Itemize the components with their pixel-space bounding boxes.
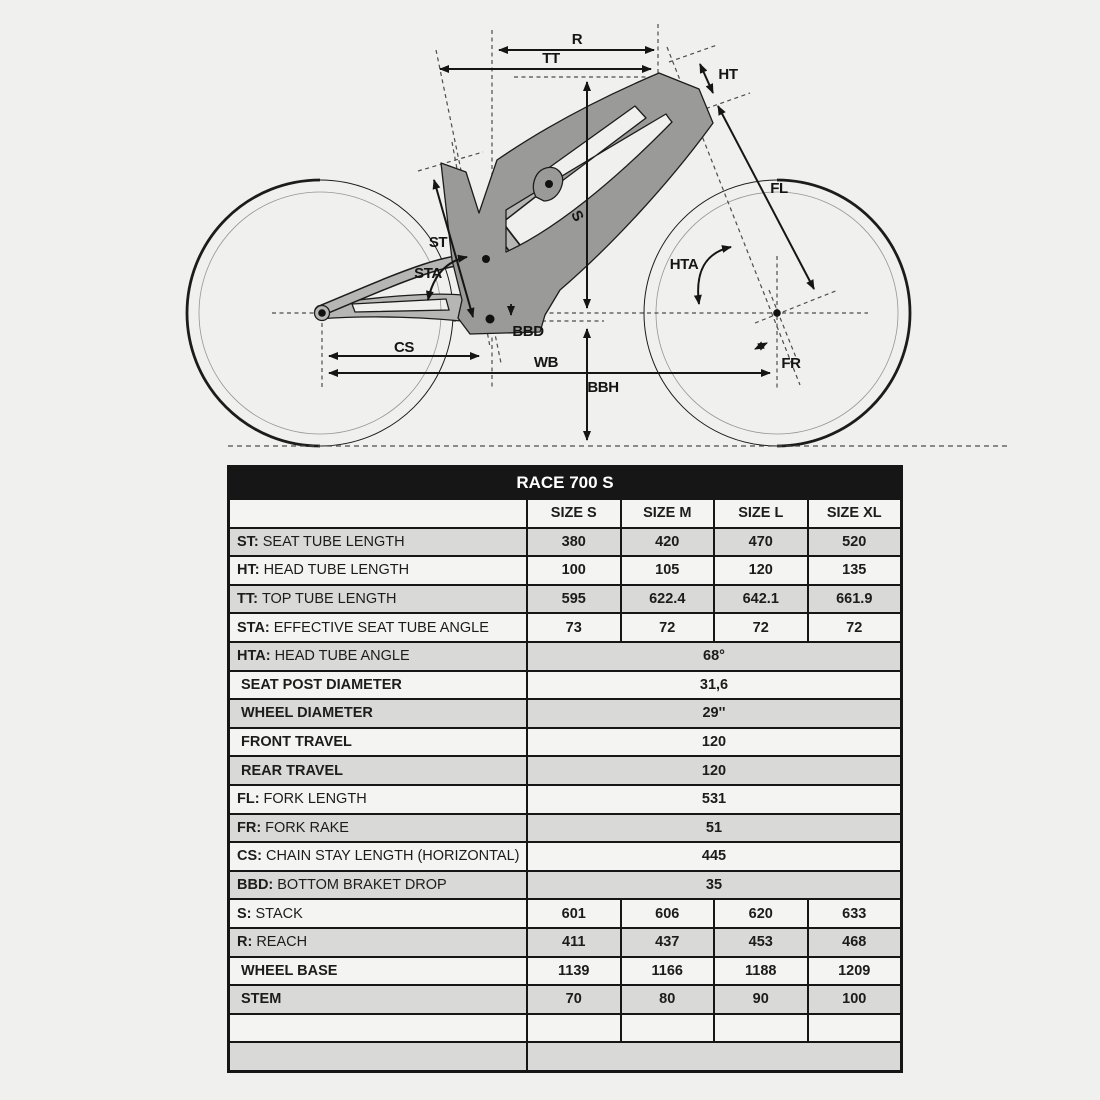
size-value: 420	[622, 529, 714, 556]
shared-size-value: 29''	[528, 700, 900, 727]
label-head-tube: HT	[718, 66, 738, 83]
row-label-text: TOP TUBE LENGTH	[261, 591, 397, 608]
row-label-prefix: FL:	[237, 791, 260, 808]
table-row	[230, 786, 900, 813]
row-label	[230, 986, 526, 1013]
row-label-text: SEAT POST DIAMETER	[241, 676, 402, 693]
row-label	[230, 1015, 526, 1042]
row-label-text: CHAIN STAY LENGTH (HORIZONTAL)	[265, 848, 520, 865]
row-label	[230, 786, 526, 813]
row-label-text: FORK LENGTH	[263, 791, 367, 808]
rocker-pivot-dot	[545, 180, 553, 188]
table-row	[230, 586, 900, 613]
row-label-text: SEAT TUBE LENGTH	[262, 533, 405, 550]
shared-size-value: 35	[528, 872, 900, 899]
label-stack: S	[567, 207, 587, 225]
size-value	[809, 1015, 901, 1042]
size-value: 90	[715, 986, 807, 1013]
row-label	[230, 700, 526, 727]
size-value: 1139	[528, 958, 620, 985]
row-label-text: FORK RAKE	[265, 819, 349, 836]
size-value: 453	[715, 929, 807, 956]
row-label	[230, 586, 526, 613]
size-value: 80	[622, 986, 714, 1013]
size-value: 595	[528, 586, 620, 613]
row-label-text: HEAD TUBE LENGTH	[263, 562, 410, 579]
label-fork-length: FL	[770, 180, 788, 197]
label-top-tube: TT	[542, 50, 560, 67]
table-row	[230, 872, 900, 899]
size-value: 437	[622, 929, 714, 956]
size-value: 633	[809, 900, 901, 927]
table-row	[230, 557, 900, 584]
row-label-prefix: HTA:	[237, 648, 271, 665]
row-label-prefix: BBD:	[237, 877, 274, 894]
rear-axle-dot	[318, 309, 326, 317]
row-label	[230, 1043, 526, 1070]
size-value: 622.4	[622, 586, 714, 613]
row-label	[230, 729, 526, 756]
row-label-prefix: HT:	[237, 562, 260, 579]
table-row	[230, 1043, 900, 1070]
size-value: 1188	[715, 958, 807, 985]
row-label-text: HEAD TUBE ANGLE	[274, 648, 410, 665]
table-row	[230, 729, 900, 756]
row-label-prefix: TT:	[237, 591, 258, 608]
table-row	[230, 843, 900, 870]
size-value	[622, 1015, 714, 1042]
label-reach: R	[571, 31, 583, 48]
size-header-row	[230, 500, 900, 527]
table-row	[230, 643, 900, 670]
size-value: 72	[622, 614, 714, 641]
row-label	[230, 614, 526, 641]
row-label	[230, 672, 526, 699]
front-axle-dot	[773, 309, 781, 317]
table-row	[230, 757, 900, 784]
size-value: 105	[622, 557, 714, 584]
size-value: 1209	[809, 958, 901, 985]
row-label	[230, 643, 526, 670]
size-value: 520	[809, 529, 901, 556]
row-label	[230, 929, 526, 956]
label-chain-stay: CS	[393, 339, 415, 356]
size-value: 135	[809, 557, 901, 584]
row-label	[230, 843, 526, 870]
size-value: 468	[809, 929, 901, 956]
size-value: 73	[528, 614, 620, 641]
table-row	[230, 986, 900, 1013]
row-label-text: STEM	[241, 991, 282, 1008]
row-label-prefix: ST:	[237, 533, 259, 550]
shared-size-value: 31,6	[528, 672, 900, 699]
corner-cell	[230, 500, 526, 527]
size-header-s: SIZE S	[528, 500, 620, 527]
size-value: 72	[715, 614, 807, 641]
table-row	[230, 929, 900, 956]
size-value: 380	[528, 529, 620, 556]
shared-size-value: 51	[528, 815, 900, 842]
row-label-prefix: FR:	[237, 819, 262, 836]
size-value: 100	[809, 986, 901, 1013]
row-label-text: REAR TRAVEL	[241, 762, 344, 779]
row-label	[230, 872, 526, 899]
size-value: 70	[528, 986, 620, 1013]
table-row	[230, 614, 900, 641]
table-row	[230, 1015, 900, 1042]
size-value: 100	[528, 557, 620, 584]
label-bottom-bracket-height: BBH	[587, 379, 619, 396]
label-wheel-base: WB	[533, 354, 559, 371]
size-value: 642.1	[715, 586, 807, 613]
size-value: 470	[715, 529, 807, 556]
size-header-m: SIZE M	[622, 500, 714, 527]
table-row	[230, 700, 900, 727]
row-label-prefix: R:	[237, 934, 253, 951]
shared-size-value: 531	[528, 786, 900, 813]
row-label	[230, 815, 526, 842]
table-row	[230, 815, 900, 842]
size-value	[715, 1015, 807, 1042]
size-value: 606	[622, 900, 714, 927]
seatstay-pivot-dot	[482, 255, 490, 263]
size-value: 601	[528, 900, 620, 927]
table-title: RACE 700 S	[230, 468, 900, 498]
label-head-tube-angle: HTA	[669, 256, 699, 273]
size-value: 661.9	[809, 586, 901, 613]
bike-geometry-diagram	[0, 0, 1100, 462]
row-label-prefix: STA:	[237, 619, 270, 636]
row-label-text: FRONT TRAVEL	[241, 734, 352, 751]
size-value: 72	[809, 614, 901, 641]
size-value: 1166	[622, 958, 714, 985]
size-value: 120	[715, 557, 807, 584]
size-header-xl: SIZE XL	[809, 500, 901, 527]
size-value: 620	[715, 900, 807, 927]
label-fork-rake: FR	[781, 355, 801, 372]
row-label	[230, 900, 526, 927]
table-row	[230, 958, 900, 985]
row-label-text: EFFECTIVE SEAT TUBE ANGLE	[273, 619, 489, 636]
table-row	[230, 529, 900, 556]
label-seat-tube: ST	[428, 234, 448, 251]
shared-size-value: 445	[528, 843, 900, 870]
row-label-prefix: CS:	[237, 848, 262, 865]
row-label	[230, 529, 526, 556]
label-seat-tube-angle: STA	[414, 265, 442, 282]
size-value: 411	[528, 929, 620, 956]
geometry-table	[227, 465, 903, 1073]
size-value	[528, 1015, 620, 1042]
row-label-prefix: S:	[237, 905, 252, 922]
bottom-bracket-dot	[486, 315, 495, 324]
row-label-text: WHEEL DIAMETER	[241, 705, 373, 722]
row-label-text: REACH	[256, 934, 308, 951]
size-header-l: SIZE L	[715, 500, 807, 527]
shared-size-value: 68°	[528, 643, 900, 670]
row-label-text: BOTTOM BRAKET DROP	[277, 877, 447, 894]
row-label-text: WHEEL BASE	[241, 962, 338, 979]
frame-main-triangle	[441, 73, 713, 334]
label-bottom-bracket-drop: BBD	[512, 323, 544, 340]
table-row	[230, 900, 900, 927]
shared-size-value: 120	[528, 757, 900, 784]
row-label	[230, 557, 526, 584]
row-label-text: STACK	[255, 905, 303, 922]
row-label	[230, 958, 526, 985]
table-row	[230, 672, 900, 699]
row-label	[230, 757, 526, 784]
shared-size-value: 120	[528, 729, 900, 756]
shared-size-value	[528, 1043, 900, 1070]
